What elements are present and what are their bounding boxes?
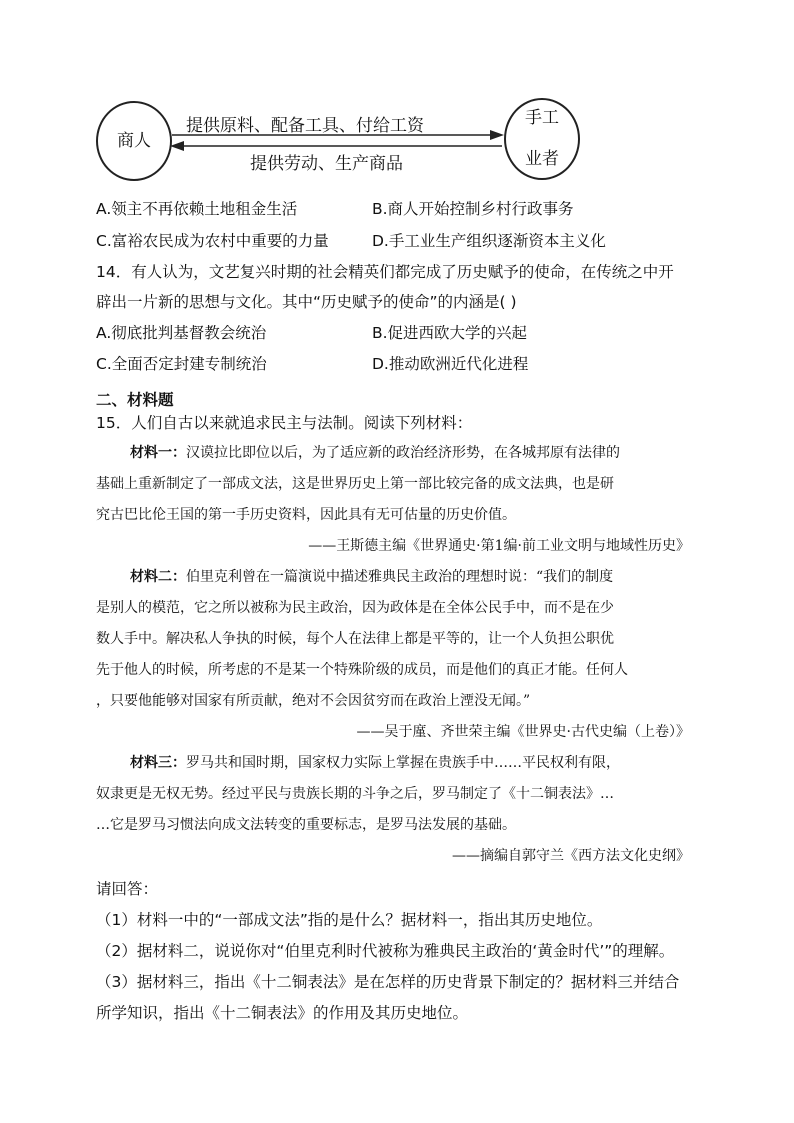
- arrow-bottom-label: 提供劳动、生产商品: [250, 154, 403, 174]
- section-heading: 二、材料题: [96, 391, 174, 409]
- material2-source: ——吴于廑、齐世荣主编《世界史·古代史编（上卷）》: [356, 724, 690, 740]
- material3-line3: …它是罗马习惯法向成文法转变的重要标志，是罗马法发展的基础。: [96, 817, 516, 833]
- question-1: （1）材料一中的“一部成文法”指的是什么？据材料一，指出其历史地位。: [96, 911, 603, 929]
- material3-label: 材料三：: [130, 755, 186, 771]
- q14-stem-line1: 14．有人认为，文艺复兴时期的社会精英们都完成了历史赋予的使命，在传统之中开: [96, 263, 674, 281]
- material1-line3: 究古巴比伦王国的第一手历史资料，因此具有无可估量的历史价值。: [96, 507, 516, 523]
- material1-label: 材料一：: [130, 445, 186, 461]
- q13-option-c: C.富裕农民成为农村中重要的力量: [96, 232, 329, 250]
- question-3-line2: 所学知识，指出《十二铜表法》的作用及其历史地位。: [96, 1004, 469, 1022]
- q13-option-d: D.手工业生产组织逐渐资本主义化: [372, 232, 606, 250]
- material1-line2: 基础上重新制定了一部成文法，这是世界历史上第一部比较完备的成文法典，也是研: [96, 476, 614, 492]
- question-2: （2）据材料二，说说你对“伯里克利时代被称为雅典民主政治的‘黄金时代’”的理解。: [96, 942, 675, 960]
- material2-line1: 材料二：伯里克利曾在一篇演说中描述雅典民主政治的理想时说：“我们的制度: [130, 569, 614, 585]
- q13-option-b: B.商人开始控制乡村行政事务: [372, 200, 574, 218]
- question-3-line1: （3）据材料三，指出《十二铜表法》是在怎样的历史背景下制定的？据材料三并结合: [96, 973, 680, 991]
- material2-line2: 是别人的模范，它之所以被称为民主政治，因为政体是在全体公民手中，而不是在少: [96, 600, 614, 616]
- material3-line1: 材料三：罗马共和国时期，国家权力实际上掌握在贵族手中……平民权利有限，: [130, 755, 620, 771]
- material2-line3: 数人手中。解决私人争执的时候，每个人在法律上都是平等的，让一个人负担公职优: [96, 631, 614, 647]
- material3-line2: 奴隶更是无权无势。经过平民与贵族长期的斗争之后，罗马制定了《十二铜表法》…: [96, 786, 614, 802]
- merchant-label: 商人: [117, 130, 151, 151]
- material2-line5: ，只要他能够对国家有所贡献，绝对不会因贫穷而在政治上湮没无闻。”: [96, 693, 531, 709]
- q14-stem-line2: 辟出一片新的思想与文化。其中“历史赋予的使命”的内涵是( ): [96, 293, 517, 311]
- material2-line4: 先于他人的时候，所考虑的不是某一个特殊阶级的成员，而是他们的真正才能。任何人: [96, 662, 628, 678]
- q14-option-c: C.全面否定封建专制统治: [96, 355, 267, 373]
- answer-prompt: 请回答：: [96, 880, 159, 898]
- material1-source: ——王斯德主编《世界通史·第1编·前工业文明与地域性历史》: [308, 538, 690, 554]
- material3-source: ——摘编自郭守兰《西方法文化史纲》: [452, 848, 690, 864]
- merchant-artisan-diagram: [92, 96, 580, 186]
- q14-option-b: B.促进西欧大学的兴起: [372, 324, 528, 342]
- q13-option-a: A.领主不再依赖土地租金生活: [96, 200, 298, 218]
- artisan-label-line2: 业者: [525, 149, 559, 170]
- arrow-top-label: 提供原料、配备工具、付给工资: [186, 116, 424, 136]
- artisan-label-line1: 手工: [525, 108, 559, 129]
- q15-intro: 15．人们自古以来就追求民主与法制。阅读下列材料：: [96, 414, 473, 432]
- material1-line1: 材料一：汉谟拉比即位以后，为了适应新的政治经济形势，在各城邦原有法律的: [130, 445, 620, 461]
- q14-option-a: A.彻底批判基督教会统治: [96, 324, 267, 342]
- q14-option-d: D.推动欧洲近代化进程: [372, 355, 529, 373]
- material2-label: 材料二：: [130, 569, 186, 585]
- artisan-node: [504, 98, 580, 180]
